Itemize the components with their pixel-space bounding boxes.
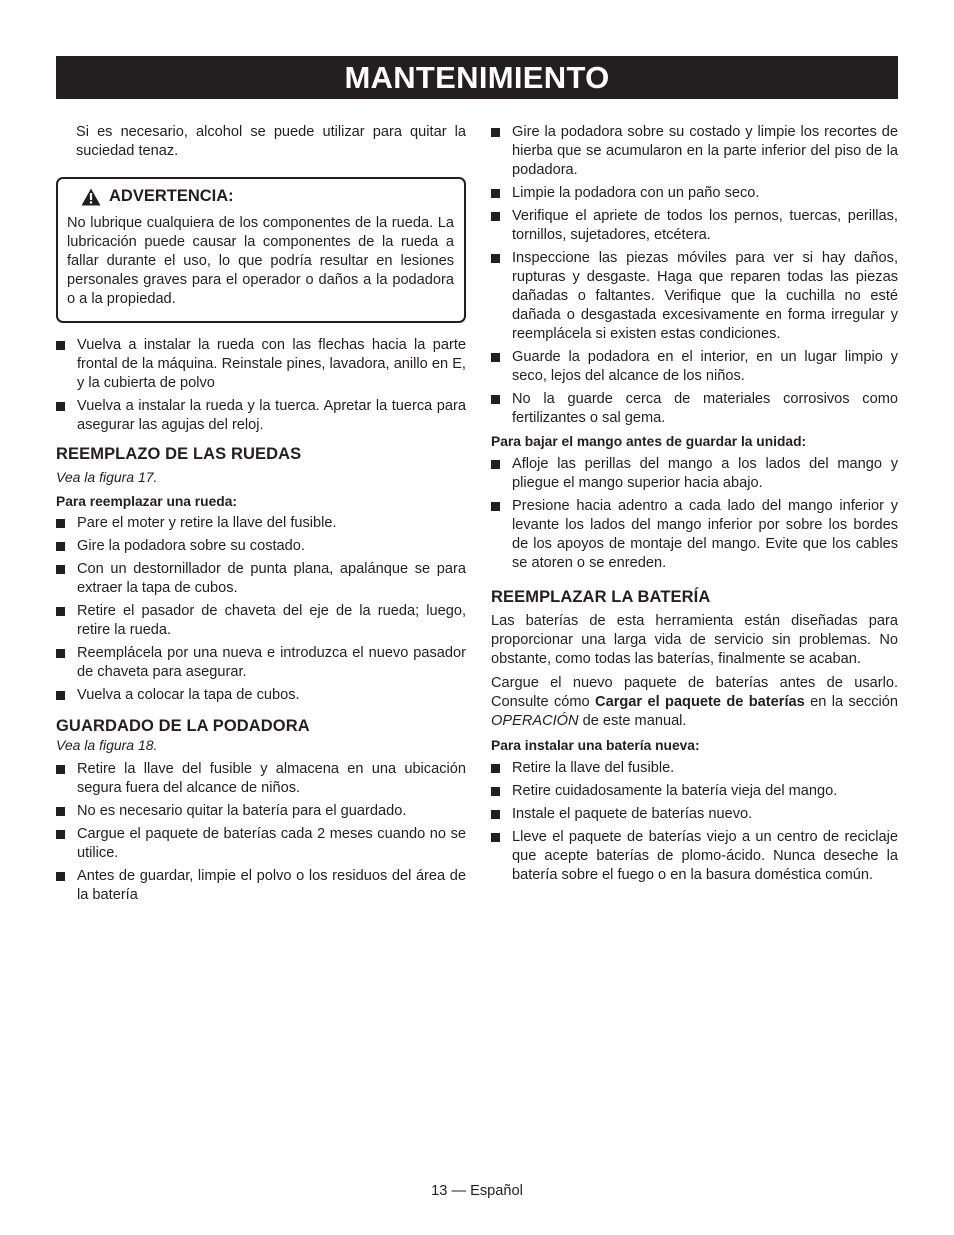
page-title: MANTENIMIENTO: [344, 60, 610, 95]
list-item: Retire la llave del fusible.: [491, 759, 898, 778]
list-item: Inspeccione las piezas móviles para ver si hay daños, rupturas y desgaste. Haga que reparen todas las piezas dañadas o faltantes. Verifique que la cuchilla no esté dañada o desgastada excesivamente en forma irregular y reemplácela si existen estas condiciones.: [491, 249, 898, 344]
list-item: Vuelva a instalar la rueda con las flechas hacia la parte frontal de la máquina. Reinstale pines, lavadora, anillo en E, y la cubierta de polvo: [56, 336, 466, 393]
bullet-square-icon: [491, 833, 500, 842]
list-item: Vuelva a colocar la tapa de cubos.: [56, 686, 466, 705]
list-item: Reemplácela por una nueva e introduzca el nuevo pasador de chaveta para asegurar.: [56, 644, 466, 682]
bullet-square-icon: [56, 830, 65, 839]
list-item: Retire cuidadosamente la batería vieja del mango.: [491, 782, 898, 801]
handle-list: [491, 455, 898, 573]
right-column: [491, 123, 898, 889]
bullet-square-icon: [56, 565, 65, 574]
storage-figure-ref: Vea la figura 18.: [56, 737, 158, 753]
left-column: [56, 123, 466, 909]
list-item: Retire el pasador de chaveta del eje de la rueda; luego, retire la rueda.: [56, 602, 466, 640]
list-item: Afloje las perillas del mango a los lados del mango y pliegue el mango superior hacia abajo.: [491, 455, 898, 493]
battery-subheading: Para instalar una batería nueva:: [491, 738, 700, 753]
list-item: No es necesario quitar la batería para el guardado.: [56, 802, 466, 821]
battery-list: [491, 759, 898, 885]
bullet-square-icon: [56, 607, 65, 616]
battery-link-text: Cargar el paquete de baterías: [595, 694, 805, 710]
bullet-square-icon: [56, 542, 65, 551]
page-title-banner: [56, 56, 898, 99]
bullet-square-icon: [56, 807, 65, 816]
bullet-square-icon: [491, 460, 500, 469]
storage-heading: GUARDADO DE LA PODADORA: [56, 717, 310, 735]
list-item: Guarde la podadora en el interior, en un lugar limpio y seco, lejos del alcance de los niños.: [491, 348, 898, 386]
operation-section-ref: OPERACIÓN: [491, 713, 579, 729]
list-item: Antes de guardar, limpie el polvo o los residuos del área de la batería: [56, 867, 466, 905]
list-item: Gire la podadora sobre su costado y limpie los recortes de hierba que se acumularon en la parte inferior del piso de la podadora.: [491, 123, 898, 180]
wheels-steps-list: [56, 514, 466, 705]
bullet-square-icon: [56, 341, 65, 350]
wheels-figure-ref: Vea la figura 17.: [56, 469, 158, 485]
list-item: Gire la podadora sobre su costado.: [56, 537, 466, 556]
bullet-square-icon: [491, 212, 500, 221]
list-item: Instale el paquete de baterías nuevo.: [491, 805, 898, 824]
bullet-square-icon: [56, 519, 65, 528]
warning-header: [67, 187, 454, 206]
bullet-square-icon: [56, 402, 65, 411]
bullet-square-icon: [491, 353, 500, 362]
battery-paragraph-1: Las baterías de esta herramienta están diseñadas para proporcionar una larga vida de servicio sin problemas. No obstante, como todas las baterías, finalmente se acaban.: [491, 613, 898, 667]
list-item: No la guarde cerca de materiales corrosivos como fertilizantes o sal gema.: [491, 390, 898, 428]
bullet-square-icon: [56, 765, 65, 774]
battery-paragraph-2: Cargue el nuevo paquete de baterías antes de usarlo. Consulte cómo Cargar el paquete de baterías en la sección OPERACIÓN de este manual.: [491, 675, 898, 729]
bullet-square-icon: [491, 395, 500, 404]
bullet-square-icon: [491, 764, 500, 773]
wheel-reinstall-list: [56, 336, 466, 435]
bullet-square-icon: [56, 649, 65, 658]
warning-title: ADVERTENCIA:: [109, 187, 234, 205]
handle-subheading: Para bajar el mango antes de guardar la unidad:: [491, 434, 807, 449]
bullet-square-icon: [491, 787, 500, 796]
list-item: Verifique el apriete de todos los pernos, tuercas, perillas, tornillos, sujetadores, etcétera.: [491, 207, 898, 245]
page-number: 13 — Español: [431, 1183, 523, 1199]
warning-body: No lubrique cualquiera de los componentes de la rueda. La lubricación puede causar la componentes de la rueda a fallar durante el uso, lo que podría resultar en lesiones personales graves para el operador o daños a la podadora o a la propiedad.: [67, 215, 454, 307]
list-item: Cargue el paquete de baterías cada 2 meses cuando no se utilice.: [56, 825, 466, 863]
bullet-square-icon: [56, 872, 65, 881]
bullet-square-icon: [56, 691, 65, 700]
list-item: Con un destornillador de punta plana, apalánque se para extraer la tapa de cubos.: [56, 560, 466, 598]
list-item: Vuelva a instalar la rueda y la tuerca. Apretar la tuerca para asegurar las agujas del reloj.: [56, 397, 466, 435]
bullet-square-icon: [491, 502, 500, 511]
warning-box: [56, 177, 466, 323]
wheels-heading: REEMPLAZO DE LAS RUEDAS: [56, 445, 302, 463]
bullet-square-icon: [491, 128, 500, 137]
list-item: Retire la llave del fusible y almacena en una ubicación segura fuera del alcance de niños.: [56, 760, 466, 798]
intro-paragraph: Si es necesario, alcohol se puede utilizar para quitar la suciedad tenaz.: [76, 124, 466, 159]
storage-list: [56, 760, 466, 905]
page-footer: [0, 1182, 954, 1201]
warning-triangle-icon: [81, 188, 101, 206]
bullet-square-icon: [491, 254, 500, 263]
list-item: Limpie la podadora con un paño seco.: [491, 184, 898, 203]
wheels-subheading: Para reemplazar una rueda:: [56, 494, 237, 509]
bullet-square-icon: [491, 810, 500, 819]
list-item: Presione hacia adentro a cada lado del mango inferior y levante los lados del mango inferior por sobre los bordes de los apoyos de montaje del mango. Evite que los cables se atoren o se enreden.: [491, 497, 898, 573]
bullet-square-icon: [491, 189, 500, 198]
list-item: Lleve el paquete de baterías viejo a un centro de reciclaje que acepte baterías de plomo-ácido. Nunca deseche la batería sobre el fuego o en la basura doméstica común.: [491, 828, 898, 885]
maintenance-list: [491, 123, 898, 428]
list-item: Pare el moter y retire la llave del fusible.: [56, 514, 466, 533]
battery-heading: REEMPLAZAR LA BATERÍA: [491, 588, 711, 606]
